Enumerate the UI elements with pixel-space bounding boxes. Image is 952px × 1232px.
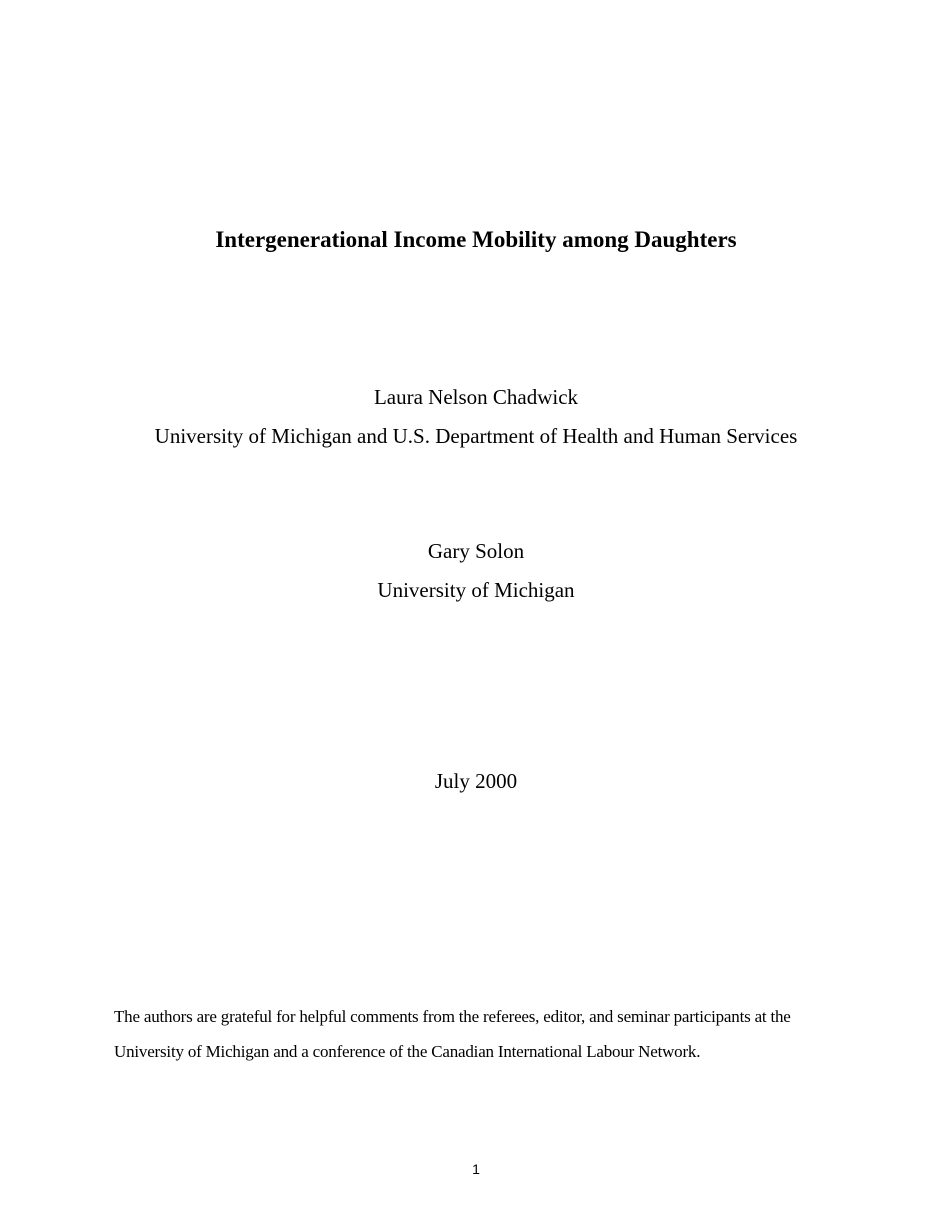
author-name: Gary Solon xyxy=(427,539,525,563)
author-name: Laura Nelson Chadwick xyxy=(373,385,579,409)
page-number: 1 xyxy=(472,1161,480,1177)
author-affiliation: University of Michigan and U.S. Department of Health and Human Services xyxy=(154,424,798,448)
acknowledgement-note xyxy=(114,999,844,1069)
publication-date: July 2000 xyxy=(434,769,518,793)
author-block-chadwick xyxy=(0,378,952,456)
author-affiliation: University of Michigan xyxy=(377,578,575,602)
acknowledgement-line-2: University of Michigan and a conference of the Canadian International Labour Network. xyxy=(114,1042,701,1061)
acknowledgement-line-1: The authors are grateful for helpful comments from the referees, editor, and seminar participants at the xyxy=(114,1007,791,1026)
author-block-solon xyxy=(0,532,952,610)
paper-title: Intergenerational Income Mobility among Daughters xyxy=(215,227,737,252)
